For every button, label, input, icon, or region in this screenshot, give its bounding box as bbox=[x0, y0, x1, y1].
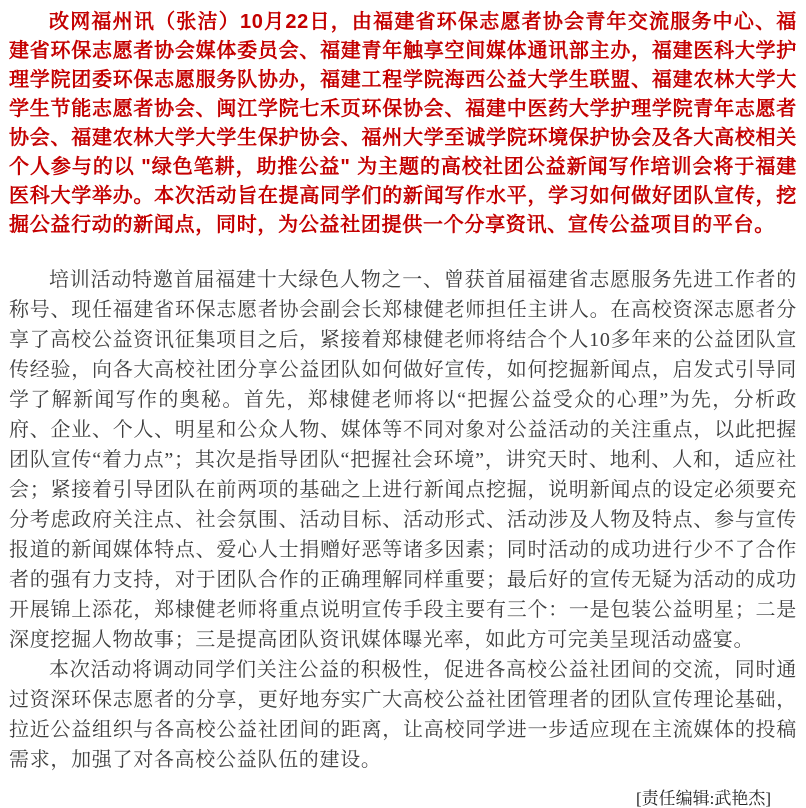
body-paragraph-2: 本次活动将调动同学们关注公益的积极性，促进各高校公益社团间的交流，同时通过资深环保志愿者的分享，更好地夯实广大高校公益社团管理者的团队宣传理论基础，拉近公益组织与各高校公益社团间的距离，让高校同学进一步适应现在主流媒体的投稿需求，加强了对各高校公益队伍的建设。 bbox=[9, 659, 797, 771]
lead-paragraph: 改网福州讯（张洁）10月22日，由福建省环保志愿者协会青年交流服务中心、福建省环保志愿者协会媒体委员会、福建青年触享空间媒体通讯部主办，福建医科大学护理学院团委环保志愿服务队协办，福建工程学院海西公益大学生联盟、福建农林大学大学生节能志愿者协会、闽江学院七禾页环保协会、福建中医药大学护理学院青年志愿者协会、福建农林大学大学生保护协会、福州大学至诚学院环境保护协会及各大高校相关个人参与的以 "绿色笔耕，助推公益" 为主题的高校社团公益新闻写作培训会将于福建医科大学举办。本次活动旨在提高同学们的新闻写作水平，学习如何做好团队宣传，挖掘公益行动的新闻点，同时，为公益社团提供一个分享资讯、宣传公益项目的平台。 bbox=[9, 11, 797, 236]
body-paragraph-1: 培训活动特邀首届福建十大绿色人物之一、曾获首届福建省志愿服务先进工作者的称号、现任福建省环保志愿者协会副会长郑棣健老师担任主讲人。在高校资深志愿者分享了高校公益资讯征集项目之后，紧接着郑棣健老师将结合个人10多年来的公益团队宣传经验，向各大高校社团分享公益团队如何做好宣传，如何挖掘新闻点，启发式引导同学了解新闻写作的奥秘。首先，郑棣健老师将以“把握公益受众的心理”为先，分析政府、企业、个人、明星和公众人物、媒体等不同对象对公益活动的关注重点，以此把握团队宣传“着力点”；其次是指导团队“把握社会环境”，讲究天时、地利、人和，适应社会；紧接着引导团队在前两项的基础之上进行新闻点挖掘，说明新闻点的设定必须要充分考虑政府关注点、社会氛围、活动目标、活动形式、活动涉及人物及特点、参与宣传报道的新闻媒体特点、爱心人士捐赠好恶等诸多因素；同时活动的成功进行少不了合作者的强有力支持，对于团队合作的正确理解同样重要；最后好的宣传无疑为活动的成功开展锦上添花，郑棣健老师将重点说明宣传手段主要有三个：一是包装公益明星；二是深度挖掘人物故事；三是提高团队资讯媒体曝光率，如此方可完美呈现活动盛宴。 bbox=[9, 269, 797, 651]
editor-note: [责任编辑:武艳杰] bbox=[635, 789, 771, 808]
